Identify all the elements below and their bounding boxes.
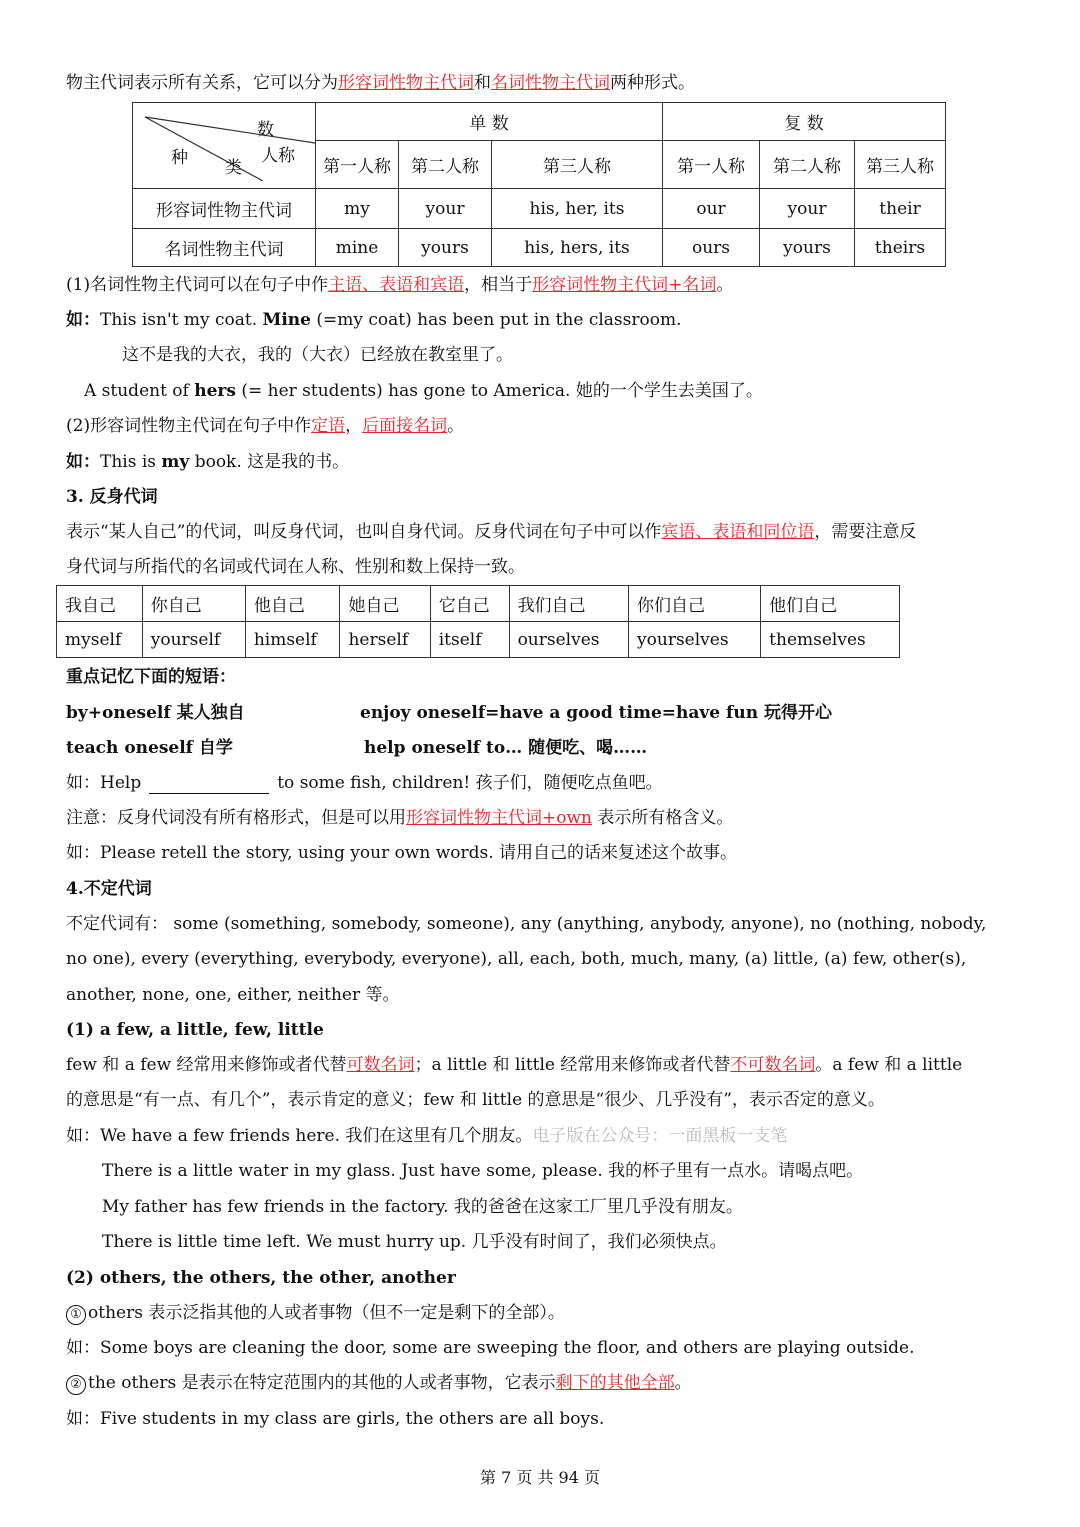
- header-person: 第三人称: [492, 141, 663, 189]
- highlight-term: 形容词性物主代词+own: [406, 808, 592, 828]
- phrase: by+oneself 某人独自: [66, 703, 245, 723]
- diag-label-lei: 类: [225, 158, 242, 178]
- text: to some fish, children! 孩子们，随便吃点鱼吧。: [277, 773, 663, 793]
- highlight-term: 形容词性物主代词: [338, 73, 474, 93]
- example-1-translation: 这不是我的大衣，我的（大衣）已经放在教室里了。: [122, 345, 513, 365]
- table-row: [133, 229, 946, 267]
- table-cell: ourselves: [509, 622, 628, 658]
- example-7: There is a little water in my glass. Just have some, please. 我的杯子里有一点水。请喝点吧。: [102, 1161, 864, 1181]
- intro-line: [66, 72, 695, 94]
- example-6: [66, 1125, 787, 1147]
- text: 表示所有格含义。: [591, 808, 734, 828]
- header-person: 第二人称: [760, 141, 855, 189]
- table-row: [133, 189, 946, 229]
- point-others: [66, 1302, 565, 1325]
- text: This is: [100, 452, 162, 472]
- table-cell: 你自己: [142, 586, 245, 622]
- circled-number: ①: [66, 1305, 86, 1325]
- text: (=my coat) has been put in the classroom.: [310, 310, 682, 330]
- highlight-term: 定语: [311, 416, 346, 436]
- example-11: 如：Five students in my class are girls, the others are all boys.: [66, 1409, 605, 1429]
- row-label: 名词性物主代词: [133, 229, 316, 267]
- text: (= her students) has gone to America. 她的一个学生去美国了。: [235, 381, 763, 401]
- table-cell: your: [760, 189, 855, 229]
- table-cell: 他自己: [245, 586, 340, 622]
- text: 如：We have a few friends here. 我们在这里有几个朋友。: [66, 1126, 533, 1146]
- subheading-few-little: (1) a few, a little, few, little: [66, 1020, 324, 1040]
- example-label: 如：: [66, 452, 100, 472]
- text: 表示“某人自己”的代词，叫反身代词，也叫自身代词。反身代词在句子中可以作: [66, 522, 662, 542]
- highlight-term: 后面接名词: [362, 416, 448, 436]
- table-cell: his, her, its: [492, 189, 663, 229]
- example-5: 如：Please retell the story, using your own words. 请用自己的话来复述这个故事。: [66, 843, 738, 863]
- highlight-term: 剩下的其他全部: [555, 1373, 675, 1393]
- phrase: enjoy oneself=have a good time=have fun 玩得开心: [360, 703, 832, 723]
- table-cell: my: [316, 189, 399, 229]
- highlight-term: 宾语、表语和同位语: [661, 522, 815, 542]
- table-cell: 她自己: [340, 586, 430, 622]
- text: 。a few 和 a little: [815, 1055, 963, 1075]
- subheading-others: (2) others, the others, the other, another: [66, 1268, 456, 1288]
- text: ，需要注意反: [814, 522, 917, 542]
- point-2: [66, 415, 464, 437]
- paragraph-4: another, none, one, either, neither 等。: [66, 985, 400, 1005]
- header-person: 第一人称: [663, 141, 760, 189]
- paragraph-4: no one), every (everything, everybody, everyone), all, each, both, much, many, (a) little, (a) few, other(s),: [66, 949, 967, 969]
- point-1: [66, 274, 733, 296]
- example-10: 如：Some boys are cleaning the door, some are sweeping the floor, and others are playing outside.: [66, 1338, 915, 1358]
- text: (1)名词性物主代词可以在句子中作: [66, 275, 329, 295]
- example-8: My father has few friends in the factory. 我的爸爸在这家工厂里几乎没有朋友。: [102, 1197, 743, 1217]
- text: 注意：反身代词没有所有格形式，但是可以用: [66, 808, 406, 828]
- paragraph-3: [66, 521, 916, 543]
- phrase: teach oneself 自学: [66, 738, 233, 758]
- text: ；a little 和 little 经常用来修饰或者代替: [414, 1055, 731, 1075]
- text: few 和 a few 经常用来修饰或者代替: [66, 1055, 347, 1075]
- highlight-term: 主语、表语和宾语: [328, 275, 465, 295]
- text: 如：Help: [66, 773, 142, 793]
- header-singular: 单 数: [316, 103, 663, 141]
- text: This isn't my coat.: [100, 310, 263, 330]
- table-cell: our: [663, 189, 760, 229]
- text: 两种形式。: [610, 73, 695, 93]
- text: ，: [345, 416, 363, 436]
- text: 。: [447, 416, 465, 436]
- page-footer: 第 7 页 共 94 页: [480, 1468, 600, 1487]
- point-the-others: [66, 1372, 692, 1395]
- text: ，相当于: [464, 275, 533, 295]
- text: 。: [716, 275, 734, 295]
- table-cell: ours: [663, 229, 760, 267]
- fill-blank: [149, 777, 269, 794]
- bold-word: Mine: [262, 310, 311, 330]
- example-3: [66, 451, 349, 473]
- table-cell: yourself: [142, 622, 245, 658]
- table-cell: herself: [340, 622, 430, 658]
- example-4: [66, 772, 663, 794]
- example-9: There is little time left. We must hurry up. 几乎没有时间了，我们必须快点。: [102, 1232, 727, 1252]
- section-heading-3: 3. 反身代词: [66, 487, 158, 507]
- section-heading-4: 4.不定代词: [66, 879, 152, 899]
- table-row: [57, 622, 900, 658]
- diagonal-header-cell: [133, 103, 316, 189]
- note-line: [66, 807, 733, 829]
- phrase: help oneself to… 随便吃、喝……: [364, 738, 648, 758]
- table-row: [57, 586, 900, 622]
- highlight-term: 形容词性物主代词+名词: [532, 275, 717, 295]
- paragraph-3-cont: 身代词与所指代的名词或代词在人称、性别和数上保持一致。: [66, 557, 525, 577]
- table-cell: myself: [57, 622, 143, 658]
- paragraph-5-cont: 的意思是“有一点、有几个”，表示肯定的意义；few 和 little 的意思是“很少、几乎没有”，表示否定的意义。: [66, 1090, 885, 1110]
- table-cell: yourselves: [629, 622, 761, 658]
- header-person: 第二人称: [399, 141, 492, 189]
- paragraph-4: 不定代词有： some (something, somebody, someone), any (anything, anybody, anyone), no (nothing, nobody,: [66, 914, 987, 934]
- table-cell: themselves: [761, 622, 900, 658]
- table-cell: 我自己: [57, 586, 143, 622]
- table-cell: your: [399, 189, 492, 229]
- text: 物主代词表示所有关系，它可以分为: [66, 73, 338, 93]
- header-person: 第一人称: [316, 141, 399, 189]
- memo-heading: 重点记忆下面的短语：: [66, 667, 236, 687]
- table-cell: his, hers, its: [492, 229, 663, 267]
- diag-label-zhong: 种: [171, 148, 188, 168]
- diag-label-renchen: 人称: [261, 146, 295, 166]
- bold-word: hers: [194, 381, 236, 401]
- table-cell: their: [855, 189, 946, 229]
- text: the others 是表示在特定范围内的其他的人或者事物，它表示: [88, 1373, 556, 1393]
- text: A student of: [84, 381, 195, 401]
- table-cell: 它自己: [430, 586, 509, 622]
- example-1: [66, 309, 681, 331]
- bold-word: my: [161, 452, 190, 472]
- example-2: [84, 380, 763, 402]
- table-cell: itself: [430, 622, 509, 658]
- table-cell: yours: [760, 229, 855, 267]
- header-plural: 复 数: [663, 103, 946, 141]
- text: (2)形容词性物主代词在句子中作: [66, 416, 312, 436]
- example-label: 如：: [66, 310, 100, 330]
- table-cell: mine: [316, 229, 399, 267]
- text: others 表示泛指其他的人或者事物（但不一定是剩下的全部）。: [88, 1303, 565, 1323]
- paragraph-5: [66, 1054, 962, 1076]
- highlight-term: 不可数名词: [730, 1055, 816, 1075]
- table-cell: 他们自己: [761, 586, 900, 622]
- text: 和: [474, 73, 491, 93]
- reflexive-pronoun-table: [56, 585, 900, 658]
- possessive-pronoun-table: [132, 102, 946, 267]
- watermark-text: 电子版在公众号：一面黑板一支笔: [532, 1126, 788, 1146]
- text: 。: [674, 1373, 692, 1393]
- table-cell: 我们自己: [509, 586, 628, 622]
- table-cell: theirs: [855, 229, 946, 267]
- table-cell: 你们自己: [629, 586, 761, 622]
- highlight-term: 名词性物主代词: [491, 73, 610, 93]
- highlight-term: 可数名词: [346, 1055, 415, 1075]
- circled-number: ②: [66, 1375, 86, 1395]
- text: book. 这是我的书。: [189, 452, 350, 472]
- header-person: 第三人称: [855, 141, 946, 189]
- table-cell: yours: [399, 229, 492, 267]
- diag-label-shu: 数: [257, 120, 274, 140]
- row-label: 形容词性物主代词: [133, 189, 316, 229]
- table-cell: himself: [245, 622, 340, 658]
